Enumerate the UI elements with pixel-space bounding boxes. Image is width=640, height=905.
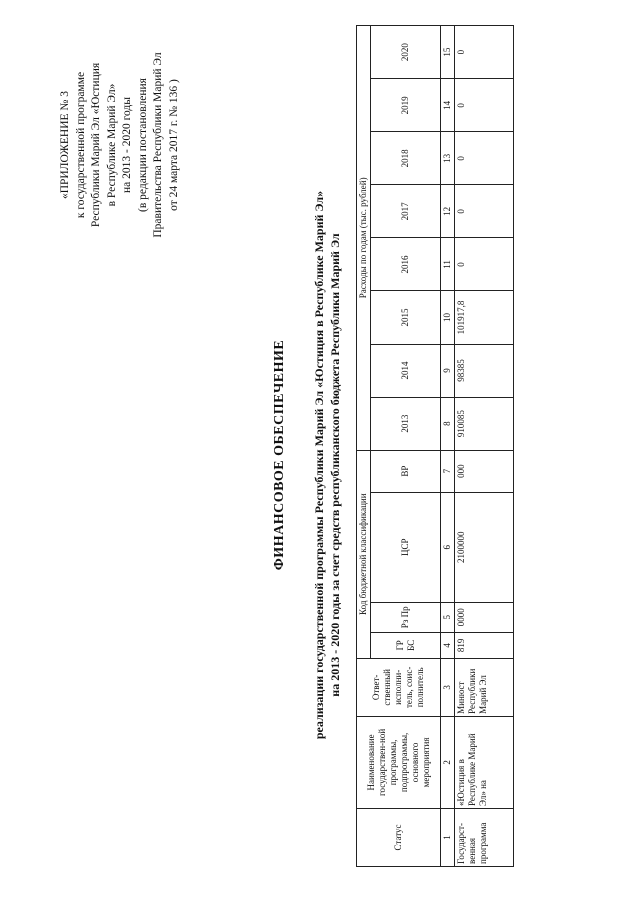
column-number: 4 — [441, 632, 455, 658]
appendix-line: «ПРИЛОЖЕНИЕ № 3 — [59, 91, 71, 200]
header-budget-code: Код бюджетной классификации — [357, 450, 371, 658]
header-name: Наименование государствен-ной программы, подпрограммы, основного мероприятия — [357, 716, 441, 808]
table-header-row — [357, 26, 371, 867]
financing-table — [356, 25, 514, 867]
header-grbs: ГР БС — [371, 632, 441, 658]
column-number: 6 — [441, 492, 455, 602]
cell-value-2016: 0 — [455, 238, 514, 291]
appendix-line: от 24 марта 2017 г. № 136 ) — [167, 79, 180, 211]
header-csr: ЦСР — [371, 492, 441, 602]
cell-value-2020: 0 — [455, 26, 514, 79]
header-executor: Ответ-ственный исполни-тель, соис-полнитель — [357, 658, 441, 716]
header-year: 2015 — [371, 291, 441, 344]
column-number: 10 — [441, 291, 455, 344]
cell-value-2015: 101917,8 — [455, 291, 514, 344]
column-number: 9 — [441, 344, 455, 397]
header-status: Статус — [357, 808, 441, 866]
cell-rzpr: 0000 — [455, 602, 514, 632]
appendix-line: к государственной программе — [74, 71, 87, 219]
column-number: 15 — [441, 26, 455, 79]
header-year: 2016 — [371, 238, 441, 291]
column-number: 5 — [441, 602, 455, 632]
header-rzpr: Рз Пр — [371, 602, 441, 632]
cell-status: Государст-венная программа — [455, 808, 514, 866]
document-subtitle-line-1: реализации государственной программы Республики Марий Эл «Юстиция в Республике Марий Эл» — [312, 190, 326, 740]
header-vr: ВР — [371, 450, 441, 492]
cell-name: «Юстиция в Республике Марий Эл» на — [455, 716, 514, 808]
column-number: 1 — [441, 808, 455, 866]
appendix-line: Правительства Республики Марий Эл — [152, 52, 164, 238]
cell-value-2018: 0 — [455, 132, 514, 185]
header-year: 2018 — [371, 132, 441, 185]
appendix-block — [58, 25, 182, 265]
cell-value-2013: 910085 — [455, 397, 514, 450]
header-year: 2020 — [371, 26, 441, 79]
cell-csr: 2100000 — [455, 492, 514, 602]
column-number: 14 — [441, 79, 455, 132]
cell-vr: 000 — [455, 450, 514, 492]
document-subtitle-line-2: на 2013 - 2020 годы за счет средств республиканского бюджета Республики Марий Эл — [328, 233, 342, 697]
cell-value-2014: 98385 — [455, 344, 514, 397]
cell-value-2019: 0 — [455, 79, 514, 132]
column-number: 7 — [441, 450, 455, 492]
cell-executor: Минюст Республики Марий Эл — [455, 658, 514, 716]
column-number: 2 — [441, 716, 455, 808]
cell-grbs: 819 — [455, 632, 514, 658]
header-year: 2014 — [371, 344, 441, 397]
column-number: 12 — [441, 185, 455, 238]
column-number: 11 — [441, 238, 455, 291]
cell-value-2017: 0 — [455, 185, 514, 238]
document-title: ФИНАНСОВОЕ ОБЕСПЕЧЕНИЕ — [272, 339, 287, 571]
appendix-line: на 2013 - 2020 годы — [121, 97, 133, 194]
header-expenses: Расходы по годам (тыс. рублей) — [357, 26, 371, 451]
table-row — [455, 26, 514, 867]
header-year: 2017 — [371, 185, 441, 238]
appendix-line: (в редакции постановления — [136, 78, 149, 212]
column-number: 13 — [441, 132, 455, 185]
appendix-line: в Республике Марий Эл» — [105, 83, 118, 207]
column-number-row — [441, 26, 455, 867]
header-year: 2013 — [371, 397, 441, 450]
column-number: 3 — [441, 658, 455, 716]
header-year: 2019 — [371, 79, 441, 132]
column-number: 8 — [441, 397, 455, 450]
appendix-line: Республики Марий Эл «Юстиция — [90, 62, 102, 228]
